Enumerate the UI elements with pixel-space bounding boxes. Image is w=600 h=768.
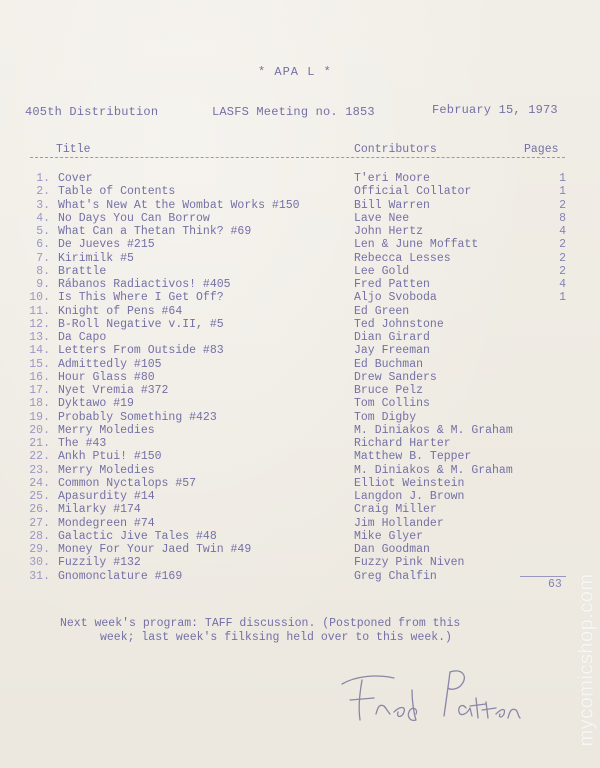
list-item	[0, 490, 600, 503]
entry-contributor: Dian Girard	[354, 331, 430, 344]
entry-title: Merry Moledies	[58, 463, 155, 477]
entry-title: What's New At the Wombat Works #150	[58, 198, 300, 212]
entry-contributor: Aljo Svoboda	[354, 291, 437, 305]
list-item	[0, 570, 600, 583]
list-item	[0, 212, 600, 225]
list-item	[0, 464, 600, 477]
list-item	[0, 450, 600, 463]
entry-contributor: M. Diniakos & M. Graham	[354, 463, 513, 477]
list-item	[0, 185, 600, 198]
entry-contributor: Ed Buchman	[354, 357, 424, 371]
entry-number: 31.	[29, 569, 50, 583]
entry-pages: 2	[559, 251, 566, 265]
entry-title: No Days You Can Borrow	[58, 211, 210, 225]
entry-contributor: Ed Green	[354, 304, 410, 318]
list-item	[0, 424, 600, 437]
entry-title: Da Capo	[58, 331, 107, 344]
list-item	[0, 238, 600, 251]
list-item	[0, 278, 600, 291]
list-item	[0, 397, 600, 410]
entry-contributor: Jay Freeman	[354, 344, 430, 358]
entry-number: 7.	[36, 251, 50, 265]
list-item	[0, 225, 600, 238]
entry-number: 9.	[36, 278, 50, 291]
entry-title: Rábanos Radiactivos! #405	[58, 278, 231, 291]
entry-number: 11.	[29, 304, 50, 318]
entry-contributor: Fuzzy Pink Niven	[354, 556, 465, 570]
list-item	[0, 318, 600, 331]
list-item	[0, 291, 600, 304]
entry-contributor: Bill Warren	[354, 198, 430, 212]
entry-contributor: Jim Hollander	[354, 516, 444, 530]
entry-pages: 2	[559, 238, 566, 252]
contents-list	[0, 172, 600, 583]
entry-contributor: Tom Collins	[354, 397, 430, 411]
list-item	[0, 305, 600, 318]
entry-number: 12.	[29, 317, 50, 331]
list-item	[0, 371, 600, 384]
entry-pages: 2	[559, 198, 566, 212]
list-item	[0, 199, 600, 212]
entry-title: Apasurdity #14	[58, 490, 155, 503]
total-rule	[520, 576, 566, 577]
entry-title: Gnomonclature #169	[58, 569, 183, 583]
entry-number: 2.	[36, 185, 50, 199]
entry-title: Kirimilk #5	[58, 251, 134, 265]
entry-contributor: Drew Sanders	[354, 370, 437, 384]
watermark	[576, 560, 598, 760]
list-item	[0, 331, 600, 344]
entry-title: Common Nyctalops #57	[58, 476, 197, 490]
entry-number: 4.	[36, 211, 50, 225]
list-item	[0, 344, 600, 357]
list-item	[0, 437, 600, 450]
list-item	[0, 252, 600, 265]
entry-contributor: Greg Chalfin	[354, 569, 437, 583]
entry-number: 23.	[29, 463, 50, 477]
entry-contributor: Len & June Moffatt	[354, 238, 479, 252]
entry-title: Merry Moledies	[58, 423, 155, 437]
entry-number: 20.	[29, 423, 50, 437]
entry-title: Hour Glass #80	[58, 370, 155, 384]
entry-contributor: Richard Harter	[354, 437, 451, 450]
entry-contributor: Tom Digby	[354, 410, 417, 424]
list-item	[0, 411, 600, 424]
entry-number: 22.	[29, 450, 50, 464]
entry-contributor: Bruce Pelz	[354, 384, 424, 397]
entry-pages: 1	[559, 185, 566, 199]
list-item	[0, 477, 600, 490]
entry-pages: 1	[559, 291, 566, 305]
entry-number: 30.	[29, 556, 50, 570]
header-rule	[30, 157, 565, 158]
entry-contributor: Rebecca Lesses	[354, 251, 451, 265]
note-line-1: Next week's program: TAFF discussion. (Postponed from this	[60, 617, 461, 630]
entry-number: 21.	[29, 437, 50, 450]
entry-number: 1.	[36, 172, 50, 185]
column-header-pages: Pages	[524, 143, 559, 156]
list-item	[0, 543, 600, 556]
entry-contributor: Elliot Weinstein	[354, 476, 465, 490]
list-item	[0, 530, 600, 543]
entry-number: 29.	[29, 543, 50, 556]
date-label: February 15, 1973	[432, 103, 558, 117]
handwritten-signature	[336, 662, 526, 732]
entry-title: Cover	[58, 172, 93, 185]
list-item	[0, 517, 600, 530]
entry-number: 19.	[29, 410, 50, 424]
entry-contributor: Langdon J. Brown	[354, 490, 465, 503]
entry-contributor: Fred Patten	[354, 278, 430, 291]
watermark-text: mycomicshop.com	[575, 573, 598, 747]
entry-title: Table of Contents	[58, 185, 176, 199]
entry-contributor: Lave Nee	[354, 211, 410, 225]
entry-number: 5.	[36, 225, 50, 238]
entry-title: Ankh Ptui! #150	[58, 450, 162, 464]
entry-title: Mondegreen #74	[58, 516, 155, 530]
entry-number: 25.	[29, 490, 50, 503]
entry-contributor: Craig Miller	[354, 503, 437, 517]
entry-title: Milarky #174	[58, 503, 141, 517]
entry-title: What Can a Thetan Think? #69	[58, 225, 252, 238]
entry-contributor: T'eri Moore	[354, 172, 430, 185]
entry-pages: 1	[559, 172, 566, 185]
entry-number: 18.	[29, 397, 50, 411]
entry-number: 15.	[29, 357, 50, 371]
entry-number: 17.	[29, 384, 50, 397]
entry-number: 10.	[29, 291, 50, 305]
entry-title: Is This Where I Get Off?	[58, 291, 224, 305]
total-pages: 63	[548, 578, 562, 591]
entry-number: 6.	[36, 238, 50, 252]
entry-pages: 8	[559, 211, 566, 225]
distribution-label: 405th Distribution	[25, 105, 159, 119]
entry-number: 27.	[29, 516, 50, 530]
entry-contributor: M. Diniakos & M. Graham	[354, 423, 513, 437]
entry-title: B-Roll Negative v.II, #5	[58, 317, 224, 331]
column-header-title: Title	[56, 143, 91, 156]
entry-pages: 4	[559, 225, 566, 238]
entry-title: De Jueves #215	[58, 238, 155, 252]
entry-title: Admittedly #105	[58, 357, 162, 371]
entry-contributor: Official Collator	[354, 185, 472, 199]
entry-contributor: Mike Glyer	[354, 529, 424, 543]
list-item	[0, 265, 600, 278]
entry-number: 28.	[29, 529, 50, 543]
entry-title: Brattle	[58, 264, 107, 278]
list-item	[0, 503, 600, 516]
entry-contributor: Dan Goodman	[354, 543, 430, 556]
entry-number: 13.	[29, 331, 50, 344]
entry-title: Nyet Vremia #372	[58, 384, 169, 397]
entry-title: Dyktawo #19	[58, 397, 134, 411]
entry-number: 3.	[36, 198, 50, 212]
entry-pages: 2	[559, 264, 566, 278]
meeting-label: LASFS Meeting no. 1853	[212, 105, 375, 119]
entry-pages: 4	[559, 278, 566, 291]
entry-title: Galactic Jive Tales #48	[58, 529, 217, 543]
entry-number: 14.	[29, 344, 50, 358]
list-item	[0, 556, 600, 569]
column-header-contributors: Contributors	[354, 143, 437, 156]
entry-title: Letters From Outside #83	[58, 344, 224, 358]
entry-number: 24.	[29, 476, 50, 490]
document-title: * APA L *	[258, 65, 332, 79]
entry-title: Fuzzily #132	[58, 556, 141, 570]
entry-title: Money For Your Jaed Twin #49	[58, 543, 252, 556]
entry-contributor: Matthew B. Tepper	[354, 450, 472, 464]
note-line-2: week; last week's filksing held over to this week.)	[100, 631, 452, 644]
list-item	[0, 358, 600, 371]
entry-contributor: Ted Johnstone	[354, 317, 444, 331]
entry-number: 16.	[29, 370, 50, 384]
entry-title: Probably Something #423	[58, 410, 217, 424]
entry-contributor: Lee Gold	[354, 264, 410, 278]
entry-title: The #43	[58, 437, 107, 450]
entry-contributor: John Hertz	[354, 225, 424, 238]
entry-number: 8.	[36, 264, 50, 278]
list-item	[0, 384, 600, 397]
entry-title: Knight of Pens #64	[58, 304, 183, 318]
entry-number: 26.	[29, 503, 50, 517]
list-item	[0, 172, 600, 185]
